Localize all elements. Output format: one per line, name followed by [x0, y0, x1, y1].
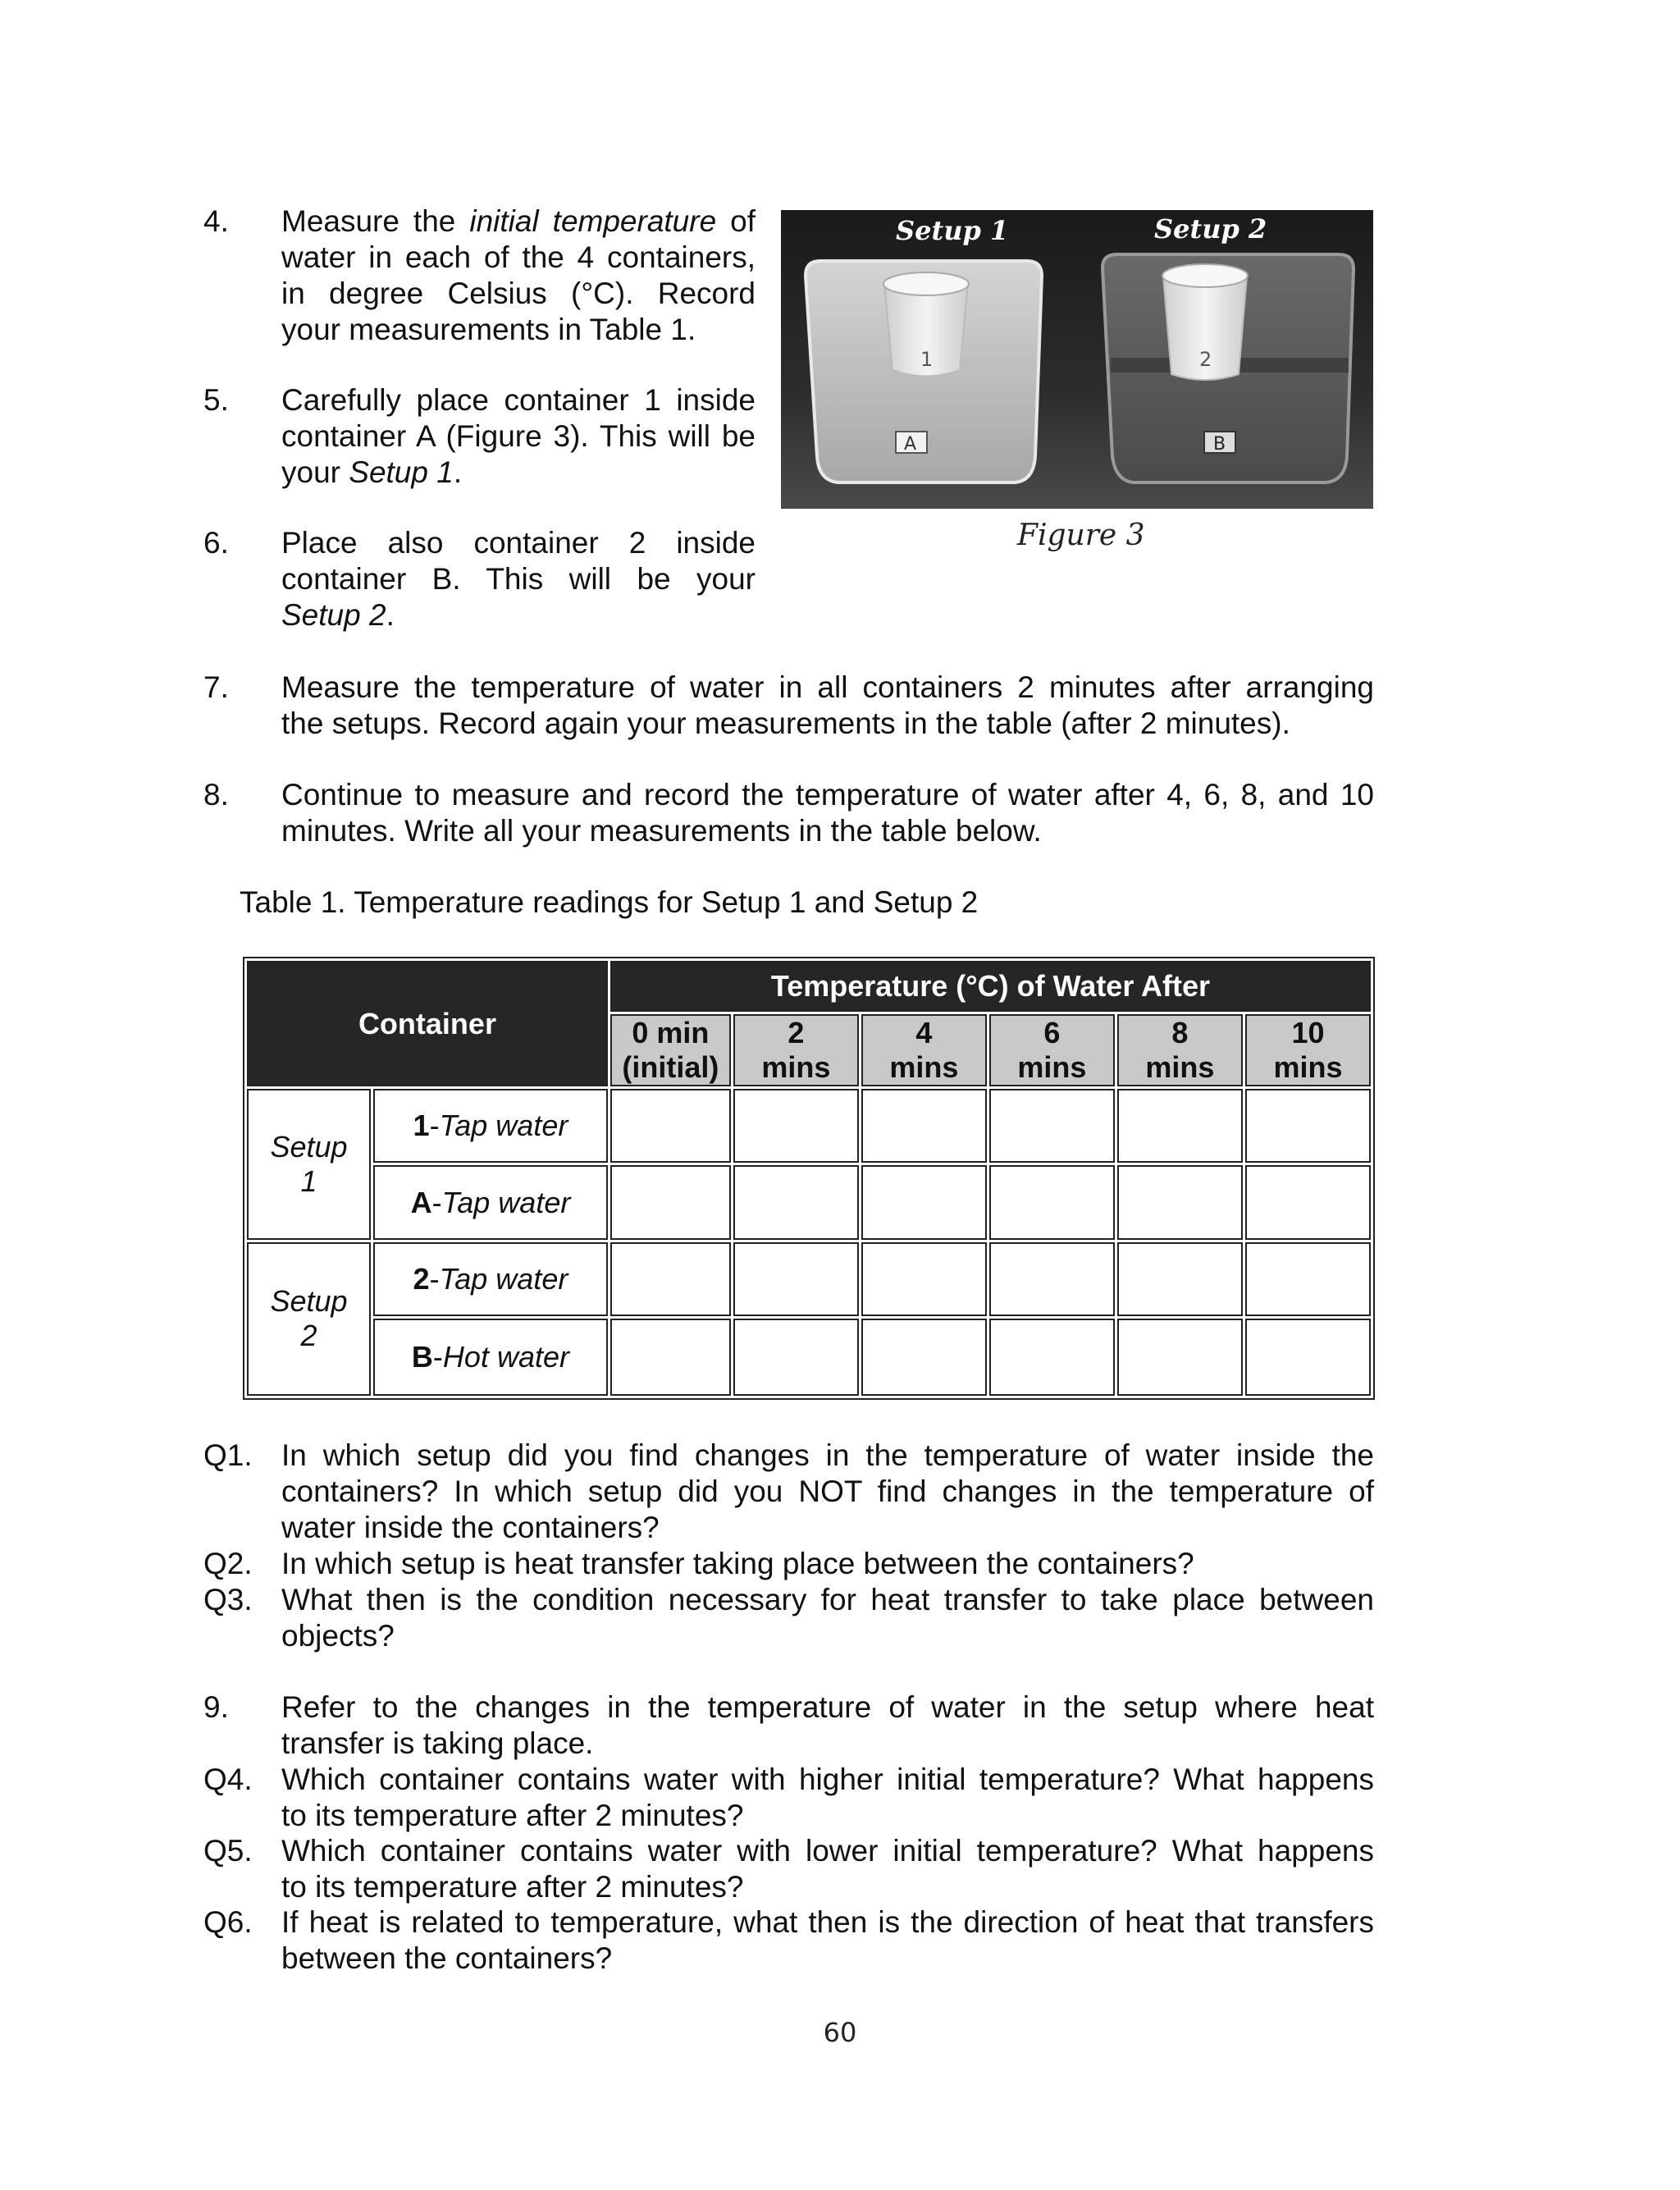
table-cell[interactable] — [610, 1089, 731, 1163]
step-4-line2: water in each of the 4 containers, — [281, 240, 756, 274]
step-4-line3: in degree Celsius (°C). Record — [281, 277, 756, 310]
q5-number: Q5. — [203, 1834, 253, 1868]
table-cell[interactable] — [1245, 1242, 1371, 1316]
header-container: Container — [247, 961, 608, 1086]
box-a-label: A — [904, 434, 917, 455]
header-time-0: 0 min (initial) — [610, 1014, 731, 1086]
cup-2-label: 2 — [1199, 348, 1212, 371]
q4-line1: Which container contains water with higher initial temperature? What happens — [281, 1763, 1374, 1796]
table-cell[interactable] — [1117, 1165, 1243, 1239]
step-4-pre: Measure the — [281, 204, 470, 238]
table-cell[interactable] — [861, 1319, 987, 1396]
table-cell[interactable] — [1117, 1089, 1243, 1163]
step-5-text — [281, 382, 756, 491]
temperature-table — [243, 957, 1375, 1400]
table-cell[interactable] — [733, 1319, 859, 1396]
q4-text — [281, 1762, 1374, 1834]
step-7-line1: Measure the temperature of water in all containers 2 minutes after arranging — [281, 670, 1374, 704]
container-a-label: A-Tap water — [373, 1165, 608, 1239]
step-4-line1-end: of — [716, 204, 756, 238]
step-4-line4: your measurements in Table 1. — [281, 313, 696, 346]
q2-number: Q2. — [203, 1547, 253, 1580]
step-6-number: 6. — [203, 526, 229, 560]
figure-3-photo — [781, 210, 1373, 509]
step-5-line1: Carefully place container 1 inside — [281, 383, 756, 417]
page-number: 60 — [823, 2017, 857, 2048]
table-cell[interactable] — [610, 1242, 731, 1316]
q2-text — [281, 1546, 1374, 1582]
figure-label-setup-2: Setup 2 — [1154, 213, 1267, 245]
q5-text — [281, 1833, 1374, 1905]
step-9-line1: Refer to the changes in the temperature of water in the setup where heat — [281, 1690, 1374, 1724]
figure-caption: Figure 3 — [1017, 519, 1145, 552]
table-caption: Table 1. Temperature readings for Setup 1 and Setup 2 — [240, 885, 979, 919]
step-5-emphasis: Setup 1 — [349, 455, 454, 489]
step-6-text — [281, 525, 756, 633]
q3-number: Q3. — [203, 1583, 253, 1616]
q6-number: Q6. — [203, 1905, 253, 1939]
step-5-number: 5. — [203, 383, 229, 417]
q6-line2: between the containers? — [281, 1941, 613, 1975]
step-4-text — [281, 203, 756, 348]
header-time-6: 6 mins — [989, 1014, 1115, 1086]
table-cell[interactable] — [861, 1089, 987, 1163]
q6-text — [281, 1904, 1374, 1977]
table-cell[interactable] — [1117, 1242, 1243, 1316]
q1-line1: In which setup did you find changes in the temperature of water inside the — [281, 1438, 1374, 1472]
step-9-line2: transfer is taking place. — [281, 1726, 594, 1760]
q5-line2: to its temperature after 2 minutes? — [281, 1870, 744, 1904]
table-cell[interactable] — [733, 1165, 859, 1239]
table-cell[interactable] — [1245, 1089, 1371, 1163]
q6-line1: If heat is related to temperature, what then is the direction of heat that transfers — [281, 1905, 1374, 1939]
setup-1-label: Setup 1 — [247, 1089, 371, 1239]
step-8-text — [281, 777, 1374, 849]
step-7-line2: the setups. Record again your measurements in the table (after 2 minutes). — [281, 706, 1290, 740]
table-cell[interactable] — [610, 1319, 731, 1396]
table-cell[interactable] — [1117, 1319, 1243, 1396]
container-1-label: 1-Tap water — [373, 1089, 608, 1163]
step-6-line2: container B. This will be your — [281, 562, 756, 596]
step-8-line1: Continue to measure and record the temperature of water after 4, 6, 8, and 10 — [281, 778, 1374, 812]
table-row — [247, 1089, 1371, 1163]
step-5-line3-end: . — [453, 455, 463, 489]
box-b-label: B — [1213, 434, 1226, 455]
q3-line1: What then is the condition necessary for heat transfer to take place between — [281, 1583, 1374, 1616]
table-row — [247, 1242, 1371, 1316]
step-8-number: 8. — [203, 778, 229, 812]
table-cell[interactable] — [733, 1089, 859, 1163]
container-2-label: 2-Tap water — [373, 1242, 608, 1316]
q3-line2: objects? — [281, 1619, 395, 1653]
step-8-line2: minutes. Write all your measurements in the table below. — [281, 814, 1042, 848]
q5-line1: Which container contains water with lower initial temperature? What happens — [281, 1834, 1374, 1868]
header-time-4: 4 mins — [861, 1014, 987, 1086]
figure-label-setup-1: Setup 1 — [896, 215, 1009, 246]
step-5-line2: container A (Figure 3). This will be — [281, 419, 756, 453]
table-cell[interactable] — [989, 1242, 1115, 1316]
step-6-line1: Place also container 2 inside — [281, 526, 756, 560]
q4-line2: to its temperature after 2 minutes? — [281, 1799, 744, 1832]
q3-text — [281, 1582, 1374, 1654]
step-4-emphasis: initial temperature — [469, 204, 717, 238]
table-cell[interactable] — [1245, 1319, 1371, 1396]
table-cell[interactable] — [989, 1319, 1115, 1396]
q4-number: Q4. — [203, 1763, 253, 1796]
header-time-2: 2 mins — [733, 1014, 859, 1086]
step-7-text — [281, 670, 1374, 742]
header-time-10: 10 mins — [1245, 1014, 1371, 1086]
q1-text — [281, 1438, 1374, 1546]
header-time-8: 8 mins — [1117, 1014, 1243, 1086]
table-cell[interactable] — [989, 1089, 1115, 1163]
q1-line3: water inside the containers? — [281, 1511, 660, 1544]
table-cell[interactable] — [861, 1165, 987, 1239]
step-5-line3-pre: your — [281, 455, 349, 489]
q2-line1: In which setup is heat transfer taking place between the containers? — [281, 1547, 1194, 1580]
table-cell[interactable] — [733, 1242, 859, 1316]
step-6-emphasis: Setup 2 — [281, 598, 386, 632]
header-temperature: Temperature (°C) of Water After — [610, 961, 1371, 1012]
table-cell[interactable] — [861, 1242, 987, 1316]
q1-line2: containers? In which setup did you NOT find changes in the temperature of — [281, 1474, 1374, 1508]
table-row — [247, 1319, 1371, 1396]
table-cell[interactable] — [989, 1165, 1115, 1239]
cup-1-label: 1 — [920, 348, 934, 371]
table-cell[interactable] — [1245, 1165, 1371, 1239]
step-6-line3-end: . — [386, 598, 395, 632]
table-cell[interactable] — [610, 1165, 731, 1239]
q1-number: Q1. — [203, 1438, 253, 1472]
step-7-number: 7. — [203, 670, 229, 704]
container-b-label: B-Hot water — [373, 1319, 608, 1396]
step-9-number: 9. — [203, 1690, 229, 1724]
table-row — [247, 1165, 1371, 1239]
setup-2-label: Setup 2 — [247, 1242, 371, 1396]
step-4-number: 4. — [203, 204, 229, 238]
step-9-text — [281, 1689, 1374, 1762]
